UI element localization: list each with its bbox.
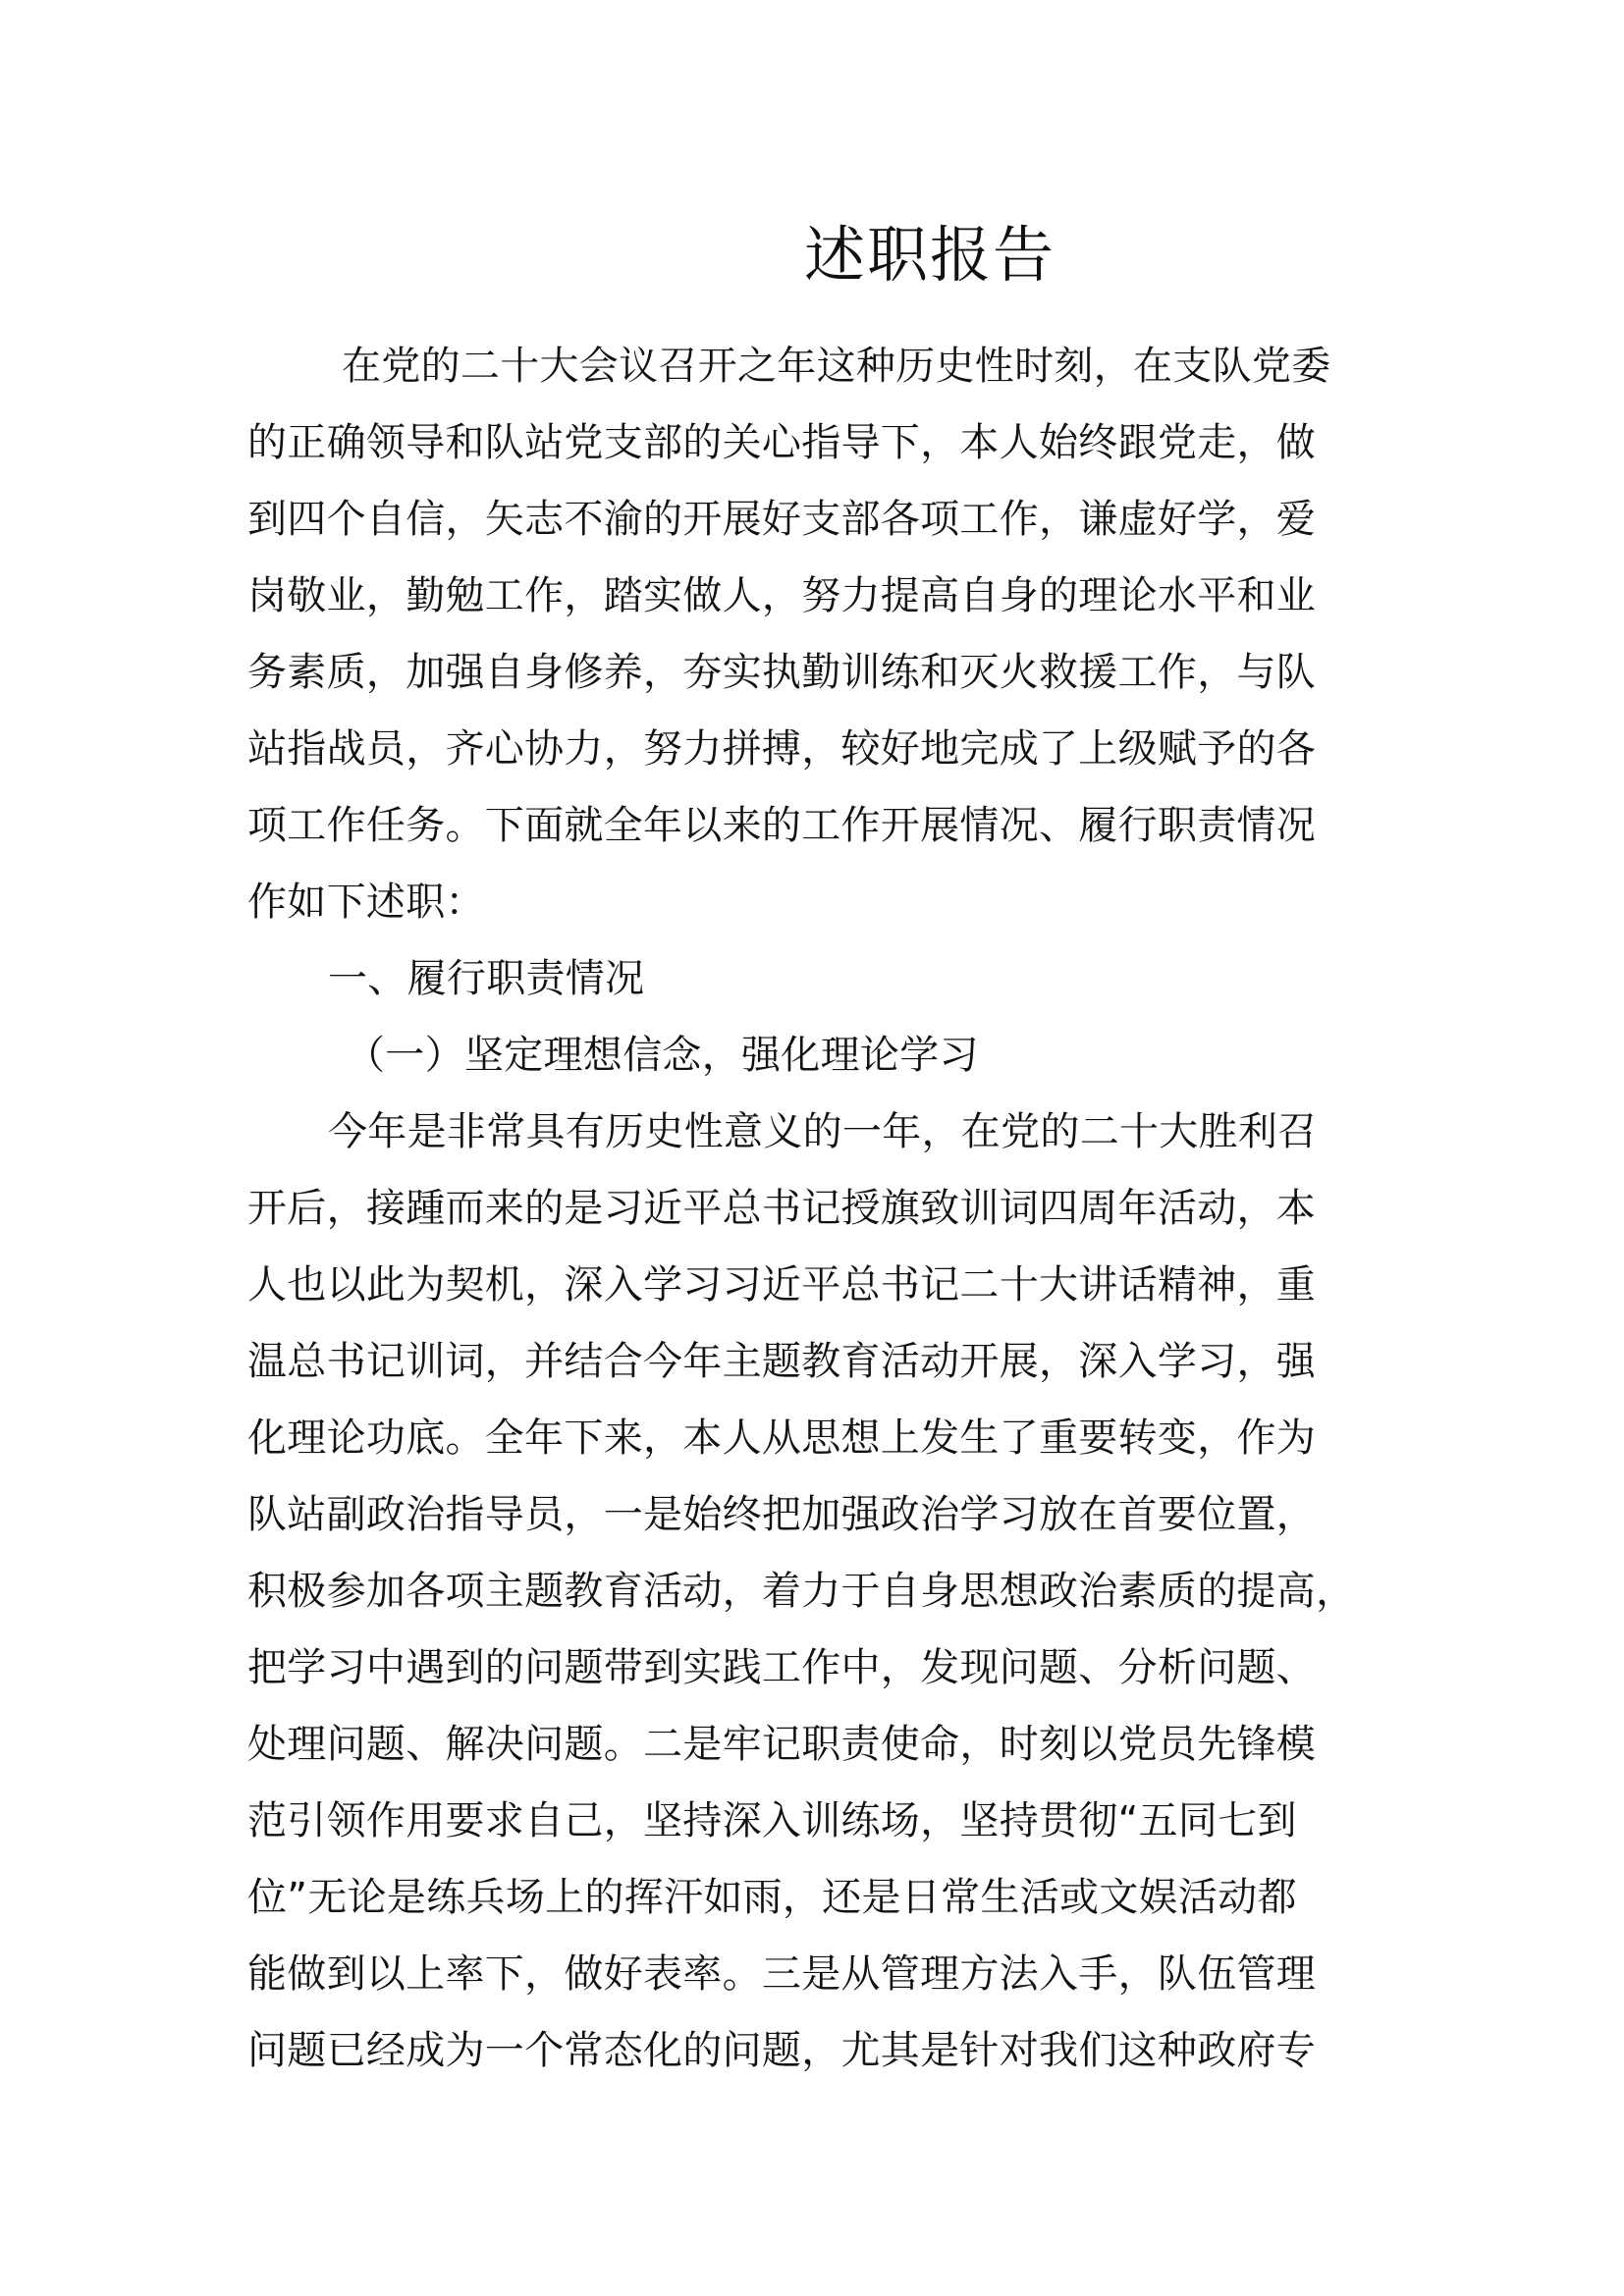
paragraph-line: 积极参加各项主题教育活动，着力于自身思想政治素质的提高， (247, 1569, 1356, 1614)
paragraph-line: 到四个自信，矢志不渝的开展好支部各项工作，谦虚好学，爱 (247, 497, 1317, 542)
paragraph-line: 温总书记训词，并结合今年主题教育活动开展，深入学习，强 (247, 1339, 1317, 1384)
paragraph-line: 岗敬业，勤勉工作，踏实做人，努力提高自身的理论水平和业 (247, 573, 1317, 618)
paragraph-line: 化理论功底。全年下来，本人从思想上发生了重要转变，作为 (247, 1415, 1317, 1461)
section-heading: 一、履行职责情况 (328, 956, 645, 1001)
document-title: 述职报告 (803, 219, 1056, 291)
paragraph-line: 把学习中遇到的问题带到实践工作中，发现问题、分析问题、 (247, 1645, 1317, 1690)
paragraph-line: 站指战员，齐心协力，努力拼搏，较好地完成了上级赋予的各 (247, 726, 1317, 772)
paragraph-line: 务素质，加强自身修养，夯实执勤训练和灭火救援工作，与队 (247, 650, 1317, 695)
subsection-heading: （一）坚定理想信念，强化理论学习 (346, 1033, 979, 1078)
paragraph-line: 项工作任务。下面就全年以来的工作开展情况、履行职责情况 (247, 803, 1317, 848)
paragraph-line: 作如下述职： (247, 880, 485, 925)
paragraph-line: 问题已经成为一个常态化的问题，尤其是针对我们这种政府专 (247, 2028, 1317, 2073)
paragraph-line: 位”无论是练兵场上的挥汗如雨，还是日常生活或文娱活动都 (247, 1875, 1297, 1920)
paragraph-line: 人也以此为契机，深入学习习近平总书记二十大讲话精神，重 (247, 1262, 1317, 1308)
paragraph-line: 的正确领导和队站党支部的关心指导下，本人始终跟党走，做 (247, 420, 1317, 465)
paragraph-line: 在党的二十大会议召开之年这种历史性时刻，在支队党委 (342, 344, 1331, 389)
paragraph-line: 队站副政治指导员，一是始终把加强政治学习放在首要位置， (247, 1492, 1317, 1537)
paragraph-line: 能做到以上率下，做好表率。三是从管理方法入手，队伍管理 (247, 1951, 1317, 1997)
document-body (247, 328, 1386, 2089)
paragraph-line: 开后，接踵而来的是习近平总书记授旗致训词四周年活动，本 (247, 1186, 1317, 1231)
paragraph-line: 处理问题、解决问题。二是牢记职责使命，时刻以党员先锋模 (247, 1722, 1317, 1767)
paragraph-line: 范引领作用要求自己，坚持深入训练场，坚持贯彻“五同七到 (247, 1798, 1297, 1843)
paragraph-line: 今年是非常具有历史性意义的一年，在党的二十大胜利召 (328, 1109, 1318, 1154)
